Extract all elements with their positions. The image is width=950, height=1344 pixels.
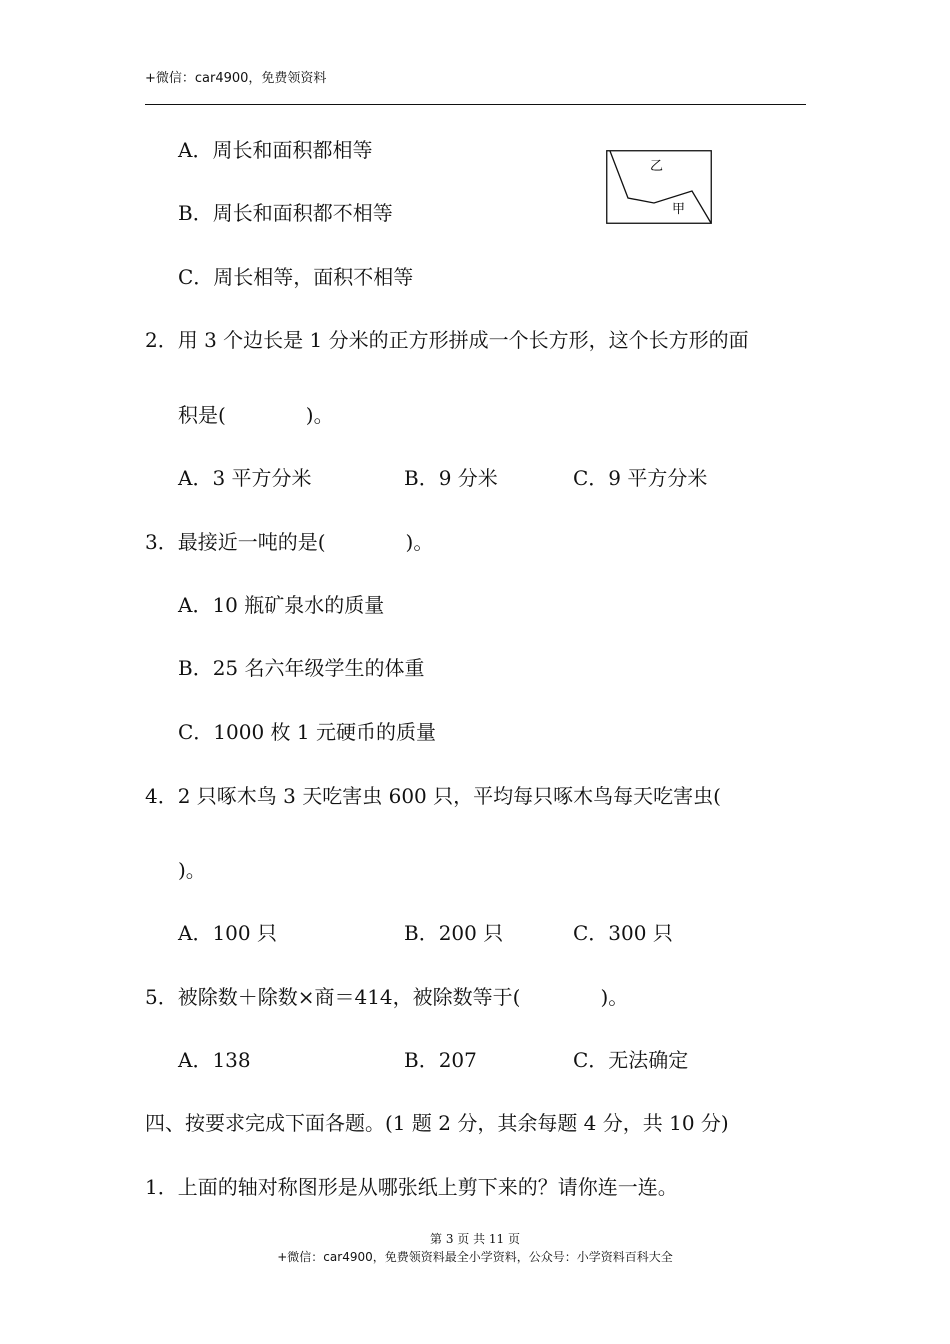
section4-q1: 1．上面的轴对称图形是从哪张纸上剪下来的？请你连一连。 xyxy=(145,1175,678,1199)
q4-stem-line2: )。 xyxy=(178,858,206,882)
q1-divided-rectangle-figure xyxy=(606,150,712,224)
figure-label-jia: 甲 xyxy=(672,202,686,217)
figure-label-yi: 乙 xyxy=(650,159,664,174)
q5-option-b: B．207 xyxy=(404,1048,477,1072)
section4-title: 四、按要求完成下面各题。(1 题 2 分，其余每题 4 分，共 10 分) xyxy=(145,1111,729,1135)
footer-page-number: 第 3 页 共 11 页 xyxy=(430,1232,520,1246)
q2-option-c: C．9 平方分米 xyxy=(573,466,708,490)
q1-option-c: C．周长相等，面积不相等 xyxy=(178,265,414,289)
q3-stem: 3．最接近一吨的是( )。 xyxy=(145,530,434,554)
q2-stem-line2: 积是( )。 xyxy=(178,403,334,427)
q5-option-a: A．138 xyxy=(178,1048,251,1072)
q1-option-b: B．周长和面积都不相等 xyxy=(178,201,393,225)
q2-option-b: B．9 分米 xyxy=(404,466,498,490)
q5-option-c: C．无法确定 xyxy=(573,1048,689,1072)
q1-option-a: A．周长和面积都相等 xyxy=(178,138,373,162)
q3-option-b: B．25 名六年级学生的体重 xyxy=(178,656,425,680)
q4-option-c: C．300 只 xyxy=(573,921,673,945)
q4-option-b: B．200 只 xyxy=(404,921,504,945)
q4-option-a: A．100 只 xyxy=(178,921,277,945)
q2-option-a: A．3 平方分米 xyxy=(178,466,312,490)
q4-stem-line1: 4．2 只啄木鸟 3 天吃害虫 600 只，平均每只啄木鸟每天吃害虫( xyxy=(145,784,721,808)
q5-stem: 5．被除数＋除数×商＝414，被除数等于( )。 xyxy=(145,985,629,1009)
q3-option-c: C．1000 枚 1 元硬币的质量 xyxy=(178,720,436,744)
header-divider xyxy=(145,104,806,105)
header-text: +微信：car4900，免费领资料 xyxy=(145,71,327,86)
q3-option-a: A．10 瓶矿泉水的质量 xyxy=(178,593,385,617)
q2-stem-line1: 2．用 3 个边长是 1 分米的正方形拼成一个长方形，这个长方形的面 xyxy=(145,328,749,352)
footer-text: +微信：car4900，免费领资料最全小学资料，公众号：小学资料百科大全 xyxy=(277,1250,673,1264)
